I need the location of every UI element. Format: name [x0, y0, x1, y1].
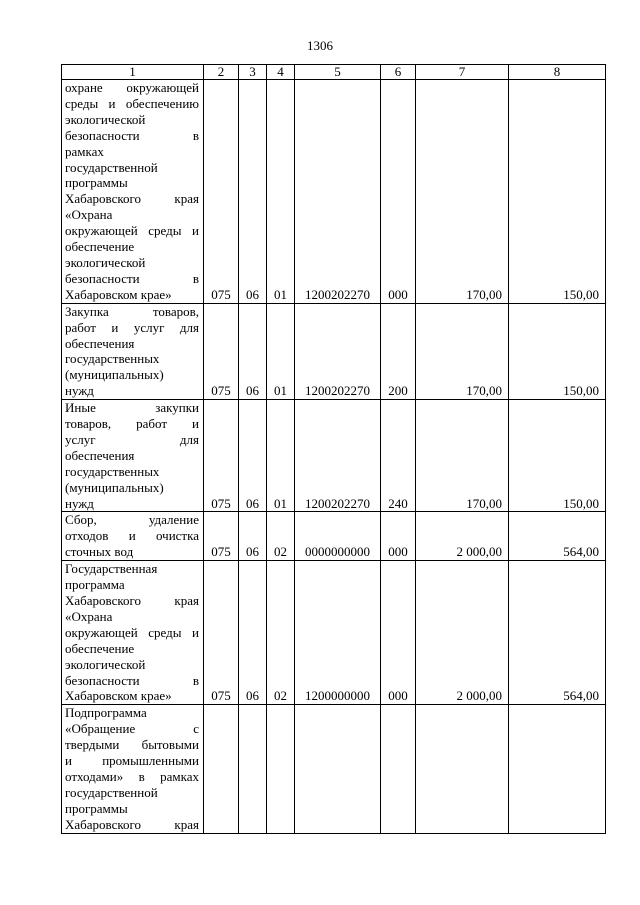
description-line: «Обращение с	[65, 721, 199, 737]
table-row	[62, 705, 606, 833]
description-line: «Охрана	[65, 608, 113, 624]
description-line: экологической	[65, 656, 146, 672]
table-row	[62, 561, 606, 705]
row-description	[62, 561, 204, 705]
description-line: Иные закупки	[65, 400, 199, 416]
table-row	[62, 303, 606, 399]
header-cell: 8	[509, 65, 606, 80]
row-description	[62, 400, 204, 512]
description-line: охране окружающей	[65, 80, 199, 95]
amount-planned: 170,00	[416, 303, 509, 399]
description-line: государственных	[65, 351, 160, 367]
description-line: безопасности в	[65, 127, 199, 143]
amount-actual: 564,00	[509, 512, 606, 561]
ministry-code: 075	[204, 400, 239, 512]
row-description	[62, 512, 204, 561]
description-line: обеспечение	[65, 239, 135, 255]
section-code	[239, 705, 267, 833]
target-article-code: 1200202270	[295, 80, 381, 304]
description-line: и промышленными	[65, 753, 199, 769]
section-code: 06	[239, 303, 267, 399]
header-cell: 6	[381, 65, 416, 80]
description-line: Хабаровского края	[65, 816, 199, 832]
description-line: Сбор, удаление	[65, 512, 199, 528]
expense-type-code: 000	[381, 512, 416, 561]
table-row	[62, 512, 606, 561]
description-line: Подпрограмма	[65, 705, 147, 721]
description-line: твердыми бытовыми	[65, 737, 199, 753]
ministry-code	[204, 705, 239, 833]
expense-type-code: 240	[381, 400, 416, 512]
expense-type-code: 200	[381, 303, 416, 399]
description-line: государственных	[65, 463, 160, 479]
target-article-code: 1200000000	[295, 561, 381, 705]
description-line: программы	[65, 800, 128, 816]
table-row	[62, 400, 606, 512]
description-line: обеспечения	[65, 335, 135, 351]
section-code: 06	[239, 512, 267, 561]
description-line: обеспечения	[65, 447, 135, 463]
description-line: экологической	[65, 111, 146, 127]
amount-planned: 2 000,00	[416, 561, 509, 705]
amount-actual: 150,00	[509, 303, 606, 399]
amount-actual	[509, 705, 606, 833]
description-line: отходами» в рамках	[65, 768, 199, 784]
page-number: 1306	[307, 38, 333, 53]
description-line: программа	[65, 577, 125, 593]
description-line: нужд	[65, 495, 94, 511]
description-line: безопасности в	[65, 672, 199, 688]
amount-planned: 170,00	[416, 400, 509, 512]
description-line: нужд	[65, 383, 94, 399]
section-code: 06	[239, 80, 267, 304]
description-line: «Охрана	[65, 207, 113, 223]
target-article-code: 1200202270	[295, 303, 381, 399]
header-row	[62, 65, 606, 80]
row-description	[62, 705, 204, 833]
description-line: среды и обеспечению	[65, 95, 199, 111]
target-article-code	[295, 705, 381, 833]
description-line: окружающей среды и	[65, 223, 199, 239]
header-cell: 3	[239, 65, 267, 80]
header-cell: 5	[295, 65, 381, 80]
subsection-code: 01	[267, 80, 295, 304]
ministry-code: 075	[204, 80, 239, 304]
target-article-code: 0000000000	[295, 512, 381, 561]
description-line: сточных вод	[65, 544, 134, 560]
target-article-code: 1200202270	[295, 400, 381, 512]
description-line: (муниципальных)	[65, 367, 164, 383]
amount-actual: 150,00	[509, 400, 606, 512]
section-code: 06	[239, 561, 267, 705]
description-line: Хабаровском крае»	[65, 688, 172, 704]
amount-actual: 150,00	[509, 80, 606, 304]
description-line: программы	[65, 175, 128, 191]
ministry-code: 075	[204, 561, 239, 705]
description-line: работ и услуг для	[65, 319, 199, 335]
description-line: экологической	[65, 254, 146, 270]
header-cell: 1	[62, 65, 204, 80]
budget-table	[61, 64, 606, 834]
description-line: Закупка товаров,	[65, 303, 199, 319]
ministry-code: 075	[204, 303, 239, 399]
description-line: услуг для	[65, 431, 199, 447]
description-line: Хабаровского края	[65, 191, 199, 207]
description-line: безопасности в	[65, 270, 199, 286]
subsection-code: 01	[267, 303, 295, 399]
expense-type-code	[381, 705, 416, 833]
row-description	[62, 80, 204, 304]
description-line: Хабаровского края	[65, 593, 199, 608]
expense-type-code: 000	[381, 80, 416, 304]
table-row	[62, 80, 606, 304]
description-line: отходов и очистка	[65, 528, 199, 544]
amount-actual: 564,00	[509, 561, 606, 705]
row-description	[62, 303, 204, 399]
section-code: 06	[239, 400, 267, 512]
description-line: окружающей среды и	[65, 624, 199, 640]
header-cell: 2	[204, 65, 239, 80]
amount-planned: 170,00	[416, 80, 509, 304]
description-line: обеспечение	[65, 640, 135, 656]
description-line: рамках	[65, 143, 104, 159]
description-line: (муниципальных)	[65, 479, 164, 495]
description-line: товаров, работ и	[65, 416, 199, 432]
ministry-code: 075	[204, 512, 239, 561]
subsection-code: 02	[267, 561, 295, 705]
description-line: Государственная	[65, 561, 158, 577]
header-cell: 4	[267, 65, 295, 80]
description-line: государственной	[65, 159, 158, 175]
description-line: Хабаровском крае»	[65, 286, 172, 302]
amount-planned	[416, 705, 509, 833]
header-cell: 7	[416, 65, 509, 80]
table-body	[62, 65, 606, 834]
amount-planned: 2 000,00	[416, 512, 509, 561]
subsection-code: 01	[267, 400, 295, 512]
subsection-code: 02	[267, 512, 295, 561]
expense-type-code: 000	[381, 561, 416, 705]
subsection-code	[267, 705, 295, 833]
description-line: государственной	[65, 784, 158, 800]
